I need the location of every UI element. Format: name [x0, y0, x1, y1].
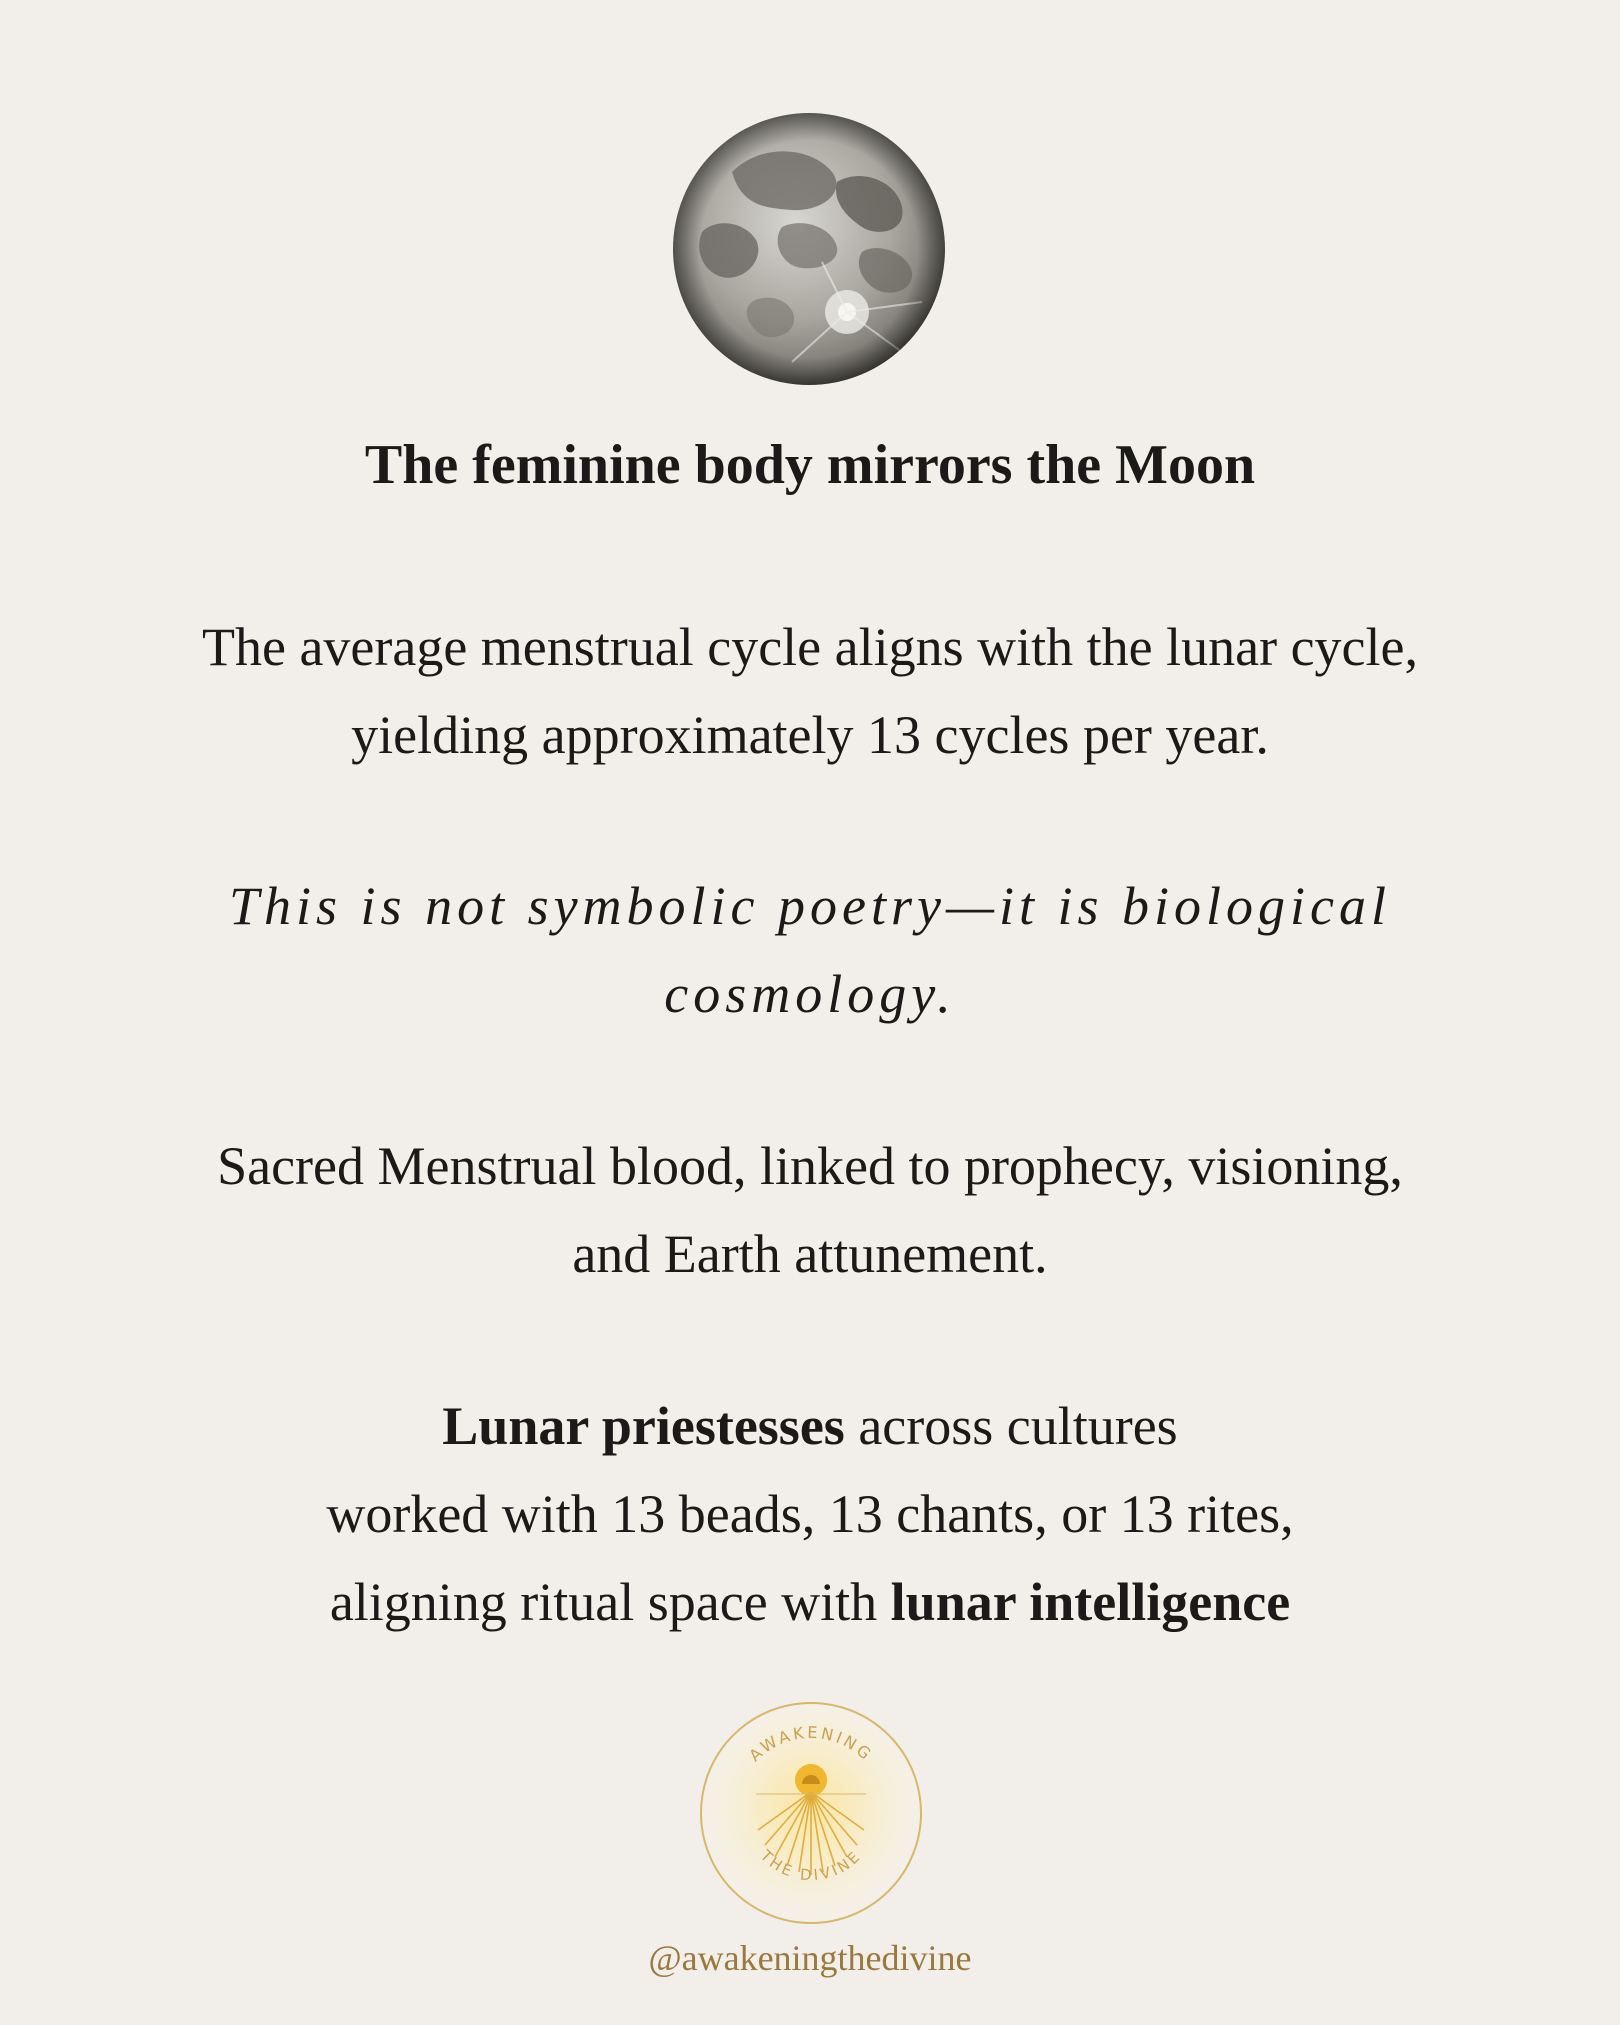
paragraph4-line1 — [0, 1382, 1620, 1470]
paragraph3-line2: and Earth attunement. — [572, 1224, 1048, 1284]
social-handle: @awakeningthedivine — [648, 1938, 972, 1978]
bold-lunar-intelligence: lunar intelligence — [890, 1572, 1291, 1632]
bold-lunar-priestesses: Lunar priestesses — [442, 1396, 845, 1456]
logo-bottom-text: THE DIVINE — [756, 1846, 866, 1885]
paragraph-sacred-blood — [0, 1122, 1620, 1298]
paragraph-italic-quote — [0, 862, 1620, 1038]
paragraph-lunar-priestesses — [0, 1382, 1620, 1646]
moon-illustration — [672, 112, 946, 386]
title-text: The feminine body mirrors the Moon — [364, 434, 1256, 496]
paragraph-menstrual-cycle — [0, 603, 1620, 779]
paragraph2-line1: This is not symbolic poetry—it is biological — [229, 876, 1391, 936]
paragraph4-line1-rest: across cultures — [844, 1396, 1178, 1456]
awakening-the-divine-logo — [698, 1700, 924, 1926]
logo-top-text: AWAKENING — [745, 1722, 877, 1766]
paragraph1-line1: The average menstrual cycle aligns with the lunar cycle, — [202, 617, 1418, 677]
paragraph4-line3 — [0, 1558, 1620, 1646]
paragraph3-line1: Sacred Menstrual blood, linked to prophecy, visioning, — [217, 1136, 1403, 1196]
page-title — [0, 430, 1620, 500]
paragraph1-line2: yielding approximately 13 cycles per year. — [351, 705, 1269, 765]
paragraph4-line3-regular: aligning ritual space with — [329, 1572, 891, 1632]
paragraph4-line2: worked with 13 beads, 13 chants, or 13 rites, — [326, 1484, 1294, 1544]
paragraph2-line2: cosmology. — [664, 964, 956, 1024]
